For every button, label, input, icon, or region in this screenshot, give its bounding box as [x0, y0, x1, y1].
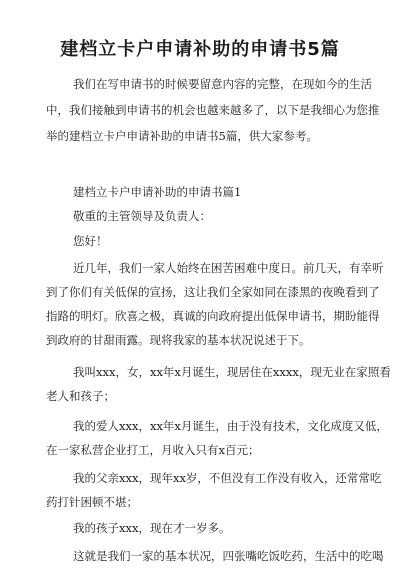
paragraph-1-line-2: 到了你们有关低保的宣扬，这让我们全家如同在漆黑的夜晚看到了	[46, 285, 380, 299]
paragraph-5-line-1: 我的孩子xxx，现在才一岁多。	[73, 521, 231, 535]
intro-line-2: 中，我们接触到申请书的机会也越来越多了，以下是我细心为您推	[46, 103, 380, 117]
paragraph-1-line-3: 指路的明灯。欣喜之极，真诚的向政府提出低保申请书，期盼能得	[46, 309, 380, 323]
paragraph-1-line-4: 到政府的甘甜雨露。现将我家的基本状况说述于下。	[46, 333, 311, 347]
paragraph-1	[46, 260, 384, 350]
paragraph-2-line-2: 老人和孩子；	[46, 389, 115, 403]
paragraph-6-line-1: 这就是我们一家的基本状况，四张嘴吃饭吃药，生活中的吃喝	[73, 549, 384, 563]
greeting: 您好！	[73, 234, 108, 248]
paragraph-3-line-2: 在一家私营企业打工，月收入只有x百元；	[46, 443, 260, 457]
paragraph-2	[46, 364, 391, 404]
intro-line-3: 举的建档立卡户申请补助的申请书5篇，供大家参考。	[46, 129, 318, 143]
paragraph-3	[46, 418, 388, 458]
document-title: 建档立卡户申请补助的申请书5篇	[60, 39, 340, 60]
paragraph-3-line-1: 我的爱人xxx，xx年x月诞生，由于没有技术，文化成度又低，	[73, 419, 388, 433]
paragraph-5	[46, 520, 366, 538]
salutation: 敬重的主管领导及负责人：	[73, 209, 211, 223]
intro-line-1: 我们在写申请书的时候要留意内容的完整，在现如今的生活	[73, 77, 372, 91]
paragraph-4-line-2: 药打针困顿不堪；	[46, 495, 138, 509]
paragraph-2-line-1: 我叫xxx，女，xx年x月诞生，现居住在xxxx，现无业在家照看	[73, 365, 391, 379]
intro-paragraph	[46, 76, 380, 146]
paragraph-4	[46, 470, 382, 510]
paragraph-4-line-1: 我的父亲xxx，现年xx岁，不但没有工作没有收入，还常常吃	[73, 471, 382, 485]
paragraph-6	[46, 548, 384, 566]
section-heading: 建档立卡户申请补助的申请书篇1	[73, 185, 242, 199]
paragraph-1-line-1: 近几年，我们一家人始终在困苦困难中度日。前几天，有幸听	[73, 261, 384, 275]
